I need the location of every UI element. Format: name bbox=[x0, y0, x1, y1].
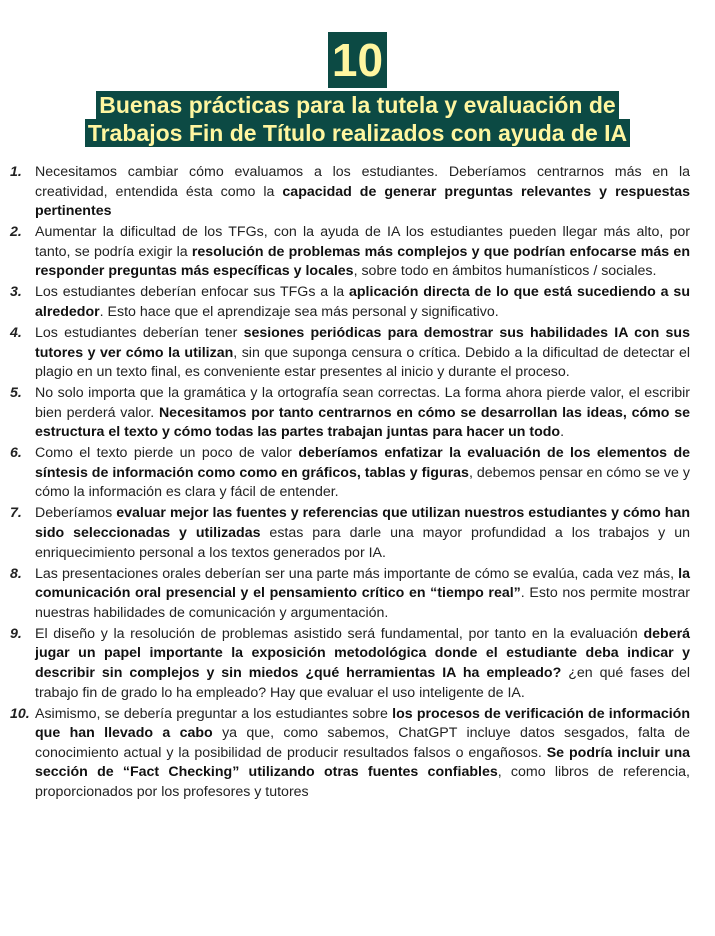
item-number: 1. bbox=[10, 164, 22, 180]
bold-text: la comunicación oral presencial y el pensamiento crítico en “tiempo real” bbox=[35, 565, 690, 602]
item-number: 5. bbox=[10, 385, 22, 402]
item-number: 2. bbox=[10, 224, 22, 241]
text-span: . bbox=[560, 424, 565, 441]
header bbox=[0, 0, 715, 147]
item-text bbox=[35, 283, 690, 322]
bold-text: sesiones periódicas para demostrar sus habilidades IA con sus tutores y ver cómo la utilizan bbox=[35, 324, 690, 361]
item-text bbox=[35, 223, 690, 282]
bold-text: deberíamos enfatizar la evaluación de los elementos de síntesis de información como como en gráficos, tablas y figuras bbox=[35, 445, 690, 481]
list-item bbox=[10, 163, 690, 222]
bold-text: deberá jugar un papel importante la exposición metodológica donde el estudiante deba indicar y describir sin complejos y sin miedos ¿qué herramientas IA ha empleado? bbox=[35, 625, 690, 681]
item-text bbox=[35, 444, 690, 503]
bold-text: aplicación directa de lo que está sucediendo a su alrededor bbox=[35, 284, 690, 320]
text-span: Como el texto pierde un poco de valor bbox=[35, 445, 299, 462]
text-span: , debemos pensar en cómo se ve y cómo la información es clara y fácil de entender. bbox=[35, 464, 690, 501]
list-item bbox=[10, 565, 690, 624]
text-span: Las presentaciones orales deberían ser una parte más importante de cómo se evalúa, cada vez más, bbox=[35, 565, 679, 582]
item-text bbox=[35, 324, 690, 383]
item-number: 4. bbox=[10, 324, 22, 341]
item-number: 10. bbox=[10, 705, 30, 722]
text-span: Asimismo, se debería preguntar a los estudiantes sobre bbox=[35, 705, 393, 722]
text-span: No solo importa que la gramática y la ortografía sean correctas. La forma ahora pierde valor, el escribir bien perderá valor. bbox=[35, 385, 690, 421]
practices-list bbox=[10, 163, 690, 804]
item-text bbox=[35, 625, 690, 703]
list-item bbox=[10, 283, 690, 322]
bold-text: resolución de problemas más complejos y que podrían enfocarse más en responder preguntas más específicas y locales bbox=[35, 243, 690, 280]
text-span: . Esto nos permite mostrar nuestras habilidades de comunicación y argumentación. bbox=[35, 585, 690, 621]
text-span: , sobre todo en ámbitos humanísticos / sociales. bbox=[353, 263, 657, 280]
text-span: estas para darle una mayor profundidad a los trabajos y un enriquecimiento personal a los textos generados por IA. bbox=[35, 525, 690, 561]
text-span: Los estudiantes deberían enfocar sus TFGs a la bbox=[35, 284, 349, 301]
list-item bbox=[10, 504, 690, 563]
list-item bbox=[10, 705, 690, 803]
item-text bbox=[35, 163, 690, 222]
item-text bbox=[35, 384, 690, 443]
bold-text: los procesos de verificación de información que han llevado a cabo bbox=[35, 705, 691, 742]
bold-text: Se podría incluir una sección de “Fact Checking” utilizando otras fuentes confiables bbox=[35, 744, 690, 781]
bold-text: evaluar mejor las fuentes y referencias que utilizan nuestros estudiantes y cómo han sido seleccionadas y utilizadas bbox=[35, 505, 690, 542]
item-number: 3. bbox=[10, 284, 22, 301]
bold-text: Necesitamos por tanto centrarnos en cómo se desarrollan las ideas, cómo se estructura el texto y cómo todas las partes trabajan juntas para hacer un todo bbox=[35, 404, 690, 441]
item-text bbox=[35, 705, 690, 803]
text-span: Deberíamos bbox=[35, 505, 117, 522]
text-span: El diseño y la resolución de problemas asistido será fundamental, por tanto en la evaluación bbox=[35, 625, 644, 642]
item-number: 9. bbox=[10, 625, 22, 642]
list-item bbox=[10, 444, 690, 503]
text-span: , sin que suponga censura o crítica. Debido a la dificultad de detectar el plagio en un texto final, es conveniente estar presentes al inicio y durante el proceso. bbox=[35, 344, 690, 381]
text-span: ¿en qué fases del trabajo fin de grado lo ha empleado? Hay que evaluar el uso inteligente de IA. bbox=[35, 664, 691, 701]
item-text bbox=[35, 504, 690, 563]
bold-text: capacidad de generar preguntas relevantes y respuestas pertinentes bbox=[35, 183, 690, 220]
list-item bbox=[10, 324, 690, 383]
text-span: Los estudiantes deberían tener bbox=[35, 324, 244, 341]
text-span: Necesitamos cambiar cómo evaluamos a los estudiantes. Deberíamos centrarnos más en la creatividad, entendida ésta como la bbox=[35, 164, 690, 200]
list-item bbox=[10, 223, 690, 282]
text-span: Aumentar la dificultad de los TFGs, con la ayuda de IA los estudiantes pueden llegar más alto, por tanto, se podría exigir la bbox=[35, 224, 690, 260]
text-span: . Esto hace que el aprendizaje sea más personal y significativo. bbox=[99, 303, 499, 320]
item-text bbox=[35, 565, 690, 624]
text-span: ya que, como sabemos, ChatGPT incluye datos sesgados, falta de conocimiento actual y la posibilidad de producir resultados falsos o engañosos. bbox=[35, 725, 690, 761]
title-line-1: Buenas prácticas para la tutela y evaluación de bbox=[96, 91, 618, 119]
list-item bbox=[10, 384, 690, 443]
item-number: 8. bbox=[10, 565, 22, 582]
text-span: , como libros de referencia, proporcionados por los profesores y tutores bbox=[35, 764, 690, 800]
item-number: 6. bbox=[10, 445, 22, 462]
number-badge: 10 bbox=[328, 32, 387, 88]
list-item bbox=[10, 625, 690, 703]
item-number: 7. bbox=[10, 505, 22, 522]
page-title bbox=[0, 91, 715, 147]
title-line-2: Trabajos Fin de Título realizados con ayuda de IA bbox=[85, 119, 630, 147]
